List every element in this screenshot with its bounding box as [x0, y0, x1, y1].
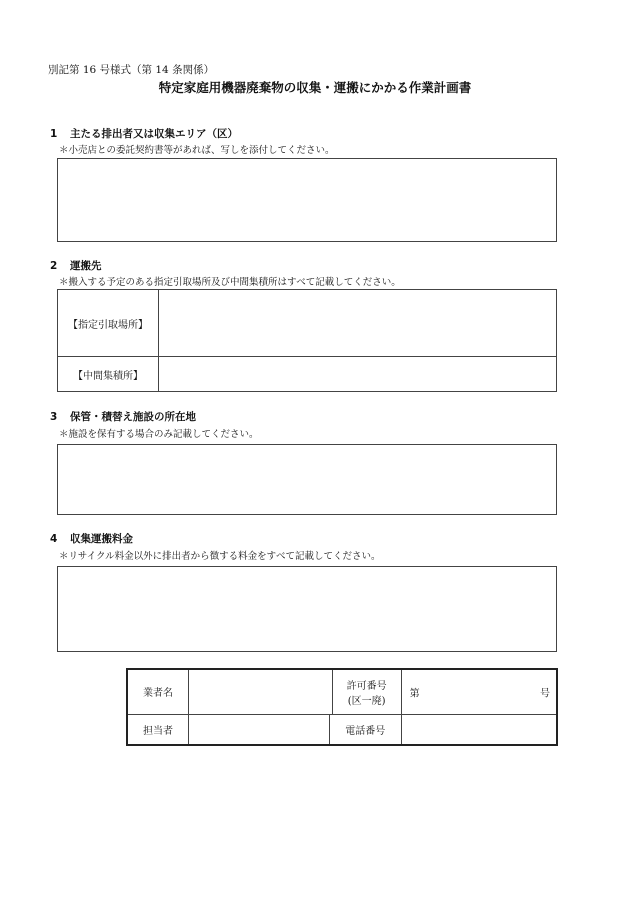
person-in-charge-field[interactable] [189, 714, 330, 745]
designated-pickup-field[interactable] [159, 290, 557, 357]
section-4-heading [50, 531, 133, 546]
section-1-heading [50, 126, 238, 141]
phone-number-label: 電話番号 [330, 714, 402, 745]
destination-row-intermediate [58, 357, 557, 392]
destination-table [57, 289, 557, 392]
company-name-field[interactable] [189, 669, 333, 714]
company-name-label: 業者名 [127, 669, 189, 714]
permit-suffix: 号 [540, 688, 550, 700]
destination-row-designated [58, 290, 557, 357]
section-2-heading [50, 258, 102, 273]
section-3-note: ＊施設を保有する場合のみ記載してください。 [59, 429, 259, 440]
permit-prefix: 第 [409, 688, 420, 700]
permit-number-label [332, 669, 401, 714]
permit-number-field[interactable] [401, 669, 557, 714]
section-title: 保管・積替え施設の所在地 [70, 411, 196, 423]
permit-label-line1: 許可番号 [346, 680, 387, 692]
section-4-note: ＊リサイクル料金以外に排出者から徴する料金をすべて記載してください。 [59, 551, 381, 562]
section-3-heading [50, 409, 196, 424]
contact-row [127, 714, 557, 745]
section-2-note: ＊搬入する予定のある指定引取場所及び中間集積所はすべて記載してください。 [59, 277, 401, 288]
person-in-charge-label: 担当者 [127, 714, 189, 745]
section-number: 4 [50, 533, 58, 545]
page-title: 特定家庭用機器廃棄物の収集・運搬にかかる作業計画書 [158, 80, 472, 95]
section-4-input-box[interactable] [57, 566, 557, 652]
section-number: 1 [50, 128, 58, 140]
section-number: 2 [50, 260, 58, 272]
company-row [127, 669, 557, 714]
company-info-table [126, 668, 558, 746]
section-number: 3 [50, 411, 58, 423]
designated-pickup-label: 【指定引取場所】 [58, 290, 159, 357]
phone-number-field[interactable] [401, 714, 557, 745]
intermediate-storage-field[interactable] [159, 357, 557, 392]
section-title: 収集運搬料金 [70, 533, 133, 545]
intermediate-storage-label: 【中間集積所】 [58, 357, 159, 392]
section-1-note: ＊小売店との委託契約書等があれば、写しを添付してください。 [59, 145, 335, 156]
form-number: 別記第 16 号様式（第 14 条関係） [48, 64, 215, 76]
section-1-input-box[interactable] [57, 158, 557, 242]
permit-label-line2: (区一廃) [347, 695, 386, 707]
section-title: 主たる排出者又は収集エリア（区） [70, 128, 238, 140]
section-title: 運搬先 [70, 260, 102, 272]
section-3-input-box[interactable] [57, 444, 557, 515]
